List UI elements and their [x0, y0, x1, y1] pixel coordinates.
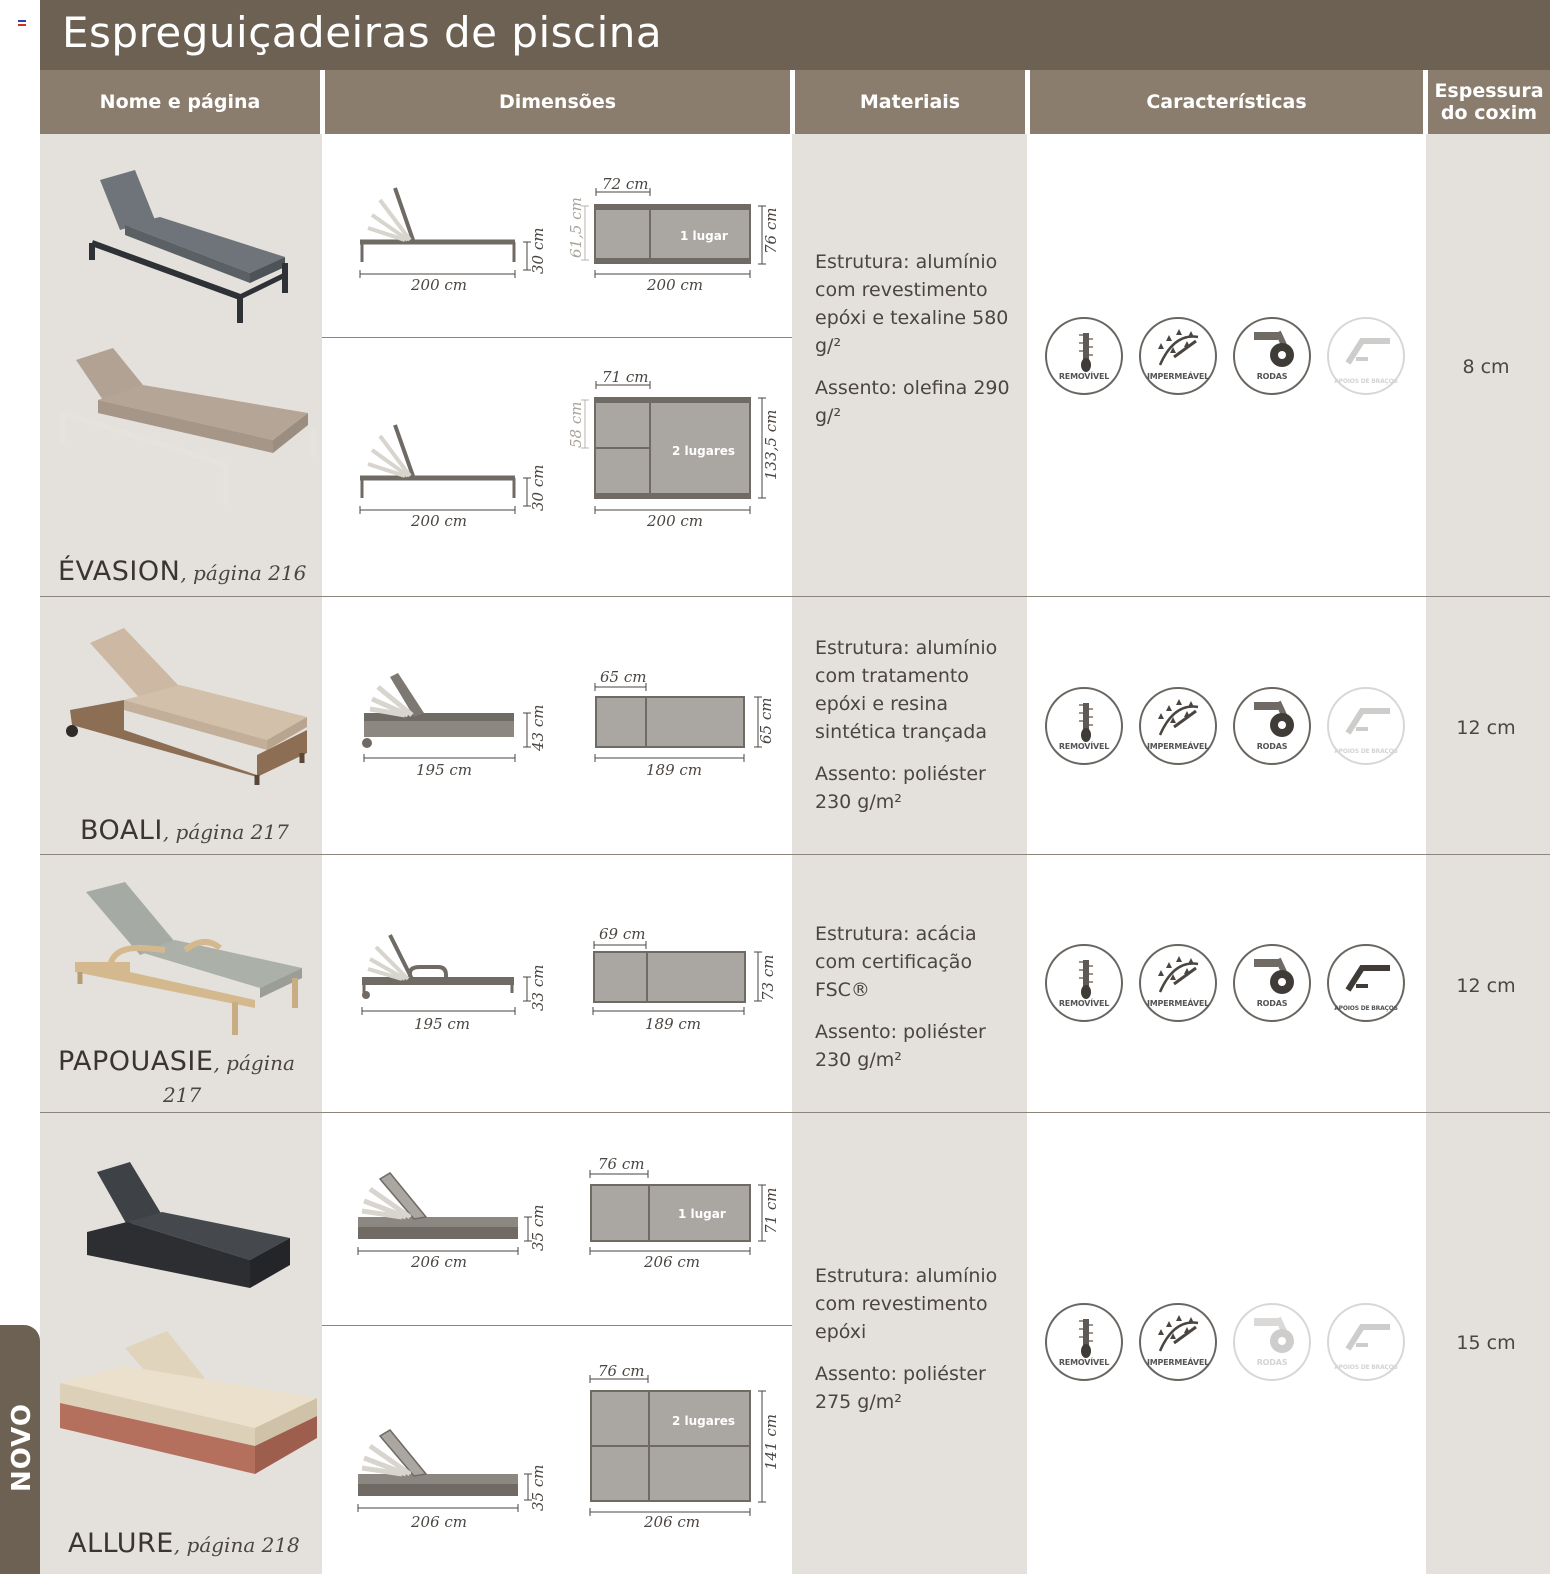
product-name: PAPOUASIE, página: [58, 1046, 295, 1077]
plan-length-label: 200 cm: [647, 512, 704, 530]
wheels-icon: [1233, 1303, 1311, 1381]
thickness-value: 12 cm: [1456, 717, 1516, 739]
variant-divider: [322, 337, 792, 338]
materials-structure: Estrutura: alumínio com revestimento epóxi: [815, 1265, 998, 1343]
waterproof-icon: [1139, 687, 1217, 765]
depth-label: 71 cm: [762, 1187, 780, 1234]
length-label: 206 cm: [411, 1253, 468, 1271]
waterproof-label: IMPERMEÁVEL: [1146, 372, 1210, 381]
plan-length-label: 189 cm: [645, 1015, 702, 1033]
product-name: ÉVASION, página 216: [58, 556, 307, 587]
materials-boali: [815, 634, 1020, 816]
removable-label: REMOVÍVEL: [1058, 999, 1110, 1008]
removable-icon: [1045, 687, 1123, 765]
armrests-label: APOIOS DE BRAÇOS: [1334, 378, 1398, 385]
height-label: 35 cm: [529, 1204, 547, 1251]
features-boali: [1045, 687, 1405, 765]
materials-structure: Estrutura: alumínio com tratamento epóxi e resina sintética trançada: [815, 637, 998, 743]
height-label: 35 cm: [529, 1464, 547, 1511]
header-thickness: Espessura do coxim: [1428, 70, 1550, 134]
seats-label: 2 lugares: [672, 444, 736, 458]
armrests-label: APOIOS DE BRAÇOS: [1334, 1364, 1398, 1371]
new-badge: NOVO: [0, 1325, 40, 1574]
variant-divider: [322, 1325, 792, 1326]
plan-length-label: 189 cm: [646, 761, 703, 779]
width-label: 71 cm: [602, 368, 649, 386]
product-page: , página 216: [180, 561, 307, 585]
page-title: Espreguiçadeiras de piscina: [62, 8, 663, 57]
row-divider: [40, 854, 1550, 855]
height-label: 33 cm: [529, 964, 547, 1011]
back-label: 58 cm: [567, 401, 585, 448]
removable-icon: [1045, 944, 1123, 1022]
wheels-label: RODAS: [1256, 1358, 1288, 1367]
features-papouasie: [1045, 944, 1405, 1022]
materials-papouasie: [815, 920, 1020, 1074]
depth-label: 73 cm: [759, 954, 777, 1001]
product-name: BOALI, página 217: [80, 815, 289, 846]
evasion-2-photo: [58, 345, 320, 510]
wheels-label: RODAS: [1256, 372, 1288, 381]
thickness-value: 12 cm: [1456, 975, 1516, 997]
materials-seat: Assento: poliéster 275 g/m²: [815, 1363, 986, 1413]
removable-icon: [1045, 317, 1123, 395]
title-bar: [40, 0, 1550, 70]
allure-2-dimensions: [350, 1360, 790, 1530]
product-page: , página: [213, 1051, 295, 1075]
plan-length-label: 206 cm: [644, 1253, 701, 1271]
features-evasion: [1045, 317, 1405, 395]
materials-seat: Assento: olefina 290 g/²: [815, 377, 1010, 427]
removable-label: REMOVÍVEL: [1058, 372, 1110, 381]
materials-evasion: [815, 248, 1020, 430]
armrests-icon: [1327, 1303, 1405, 1381]
header-dimensions: Dimensões: [325, 70, 790, 134]
seats-label: 2 lugares: [672, 1414, 736, 1428]
wheels-icon: [1233, 687, 1311, 765]
wheels-label: RODAS: [1256, 999, 1288, 1008]
wheels-icon: [1233, 317, 1311, 395]
back-label: 61,5 cm: [567, 197, 585, 258]
length-label: 206 cm: [411, 1513, 468, 1531]
allure-2-photo: [55, 1328, 323, 1476]
thickness-value: 15 cm: [1456, 1332, 1516, 1354]
header-materials: Materiais: [795, 70, 1025, 134]
waterproof-label: IMPERMEÁVEL: [1146, 999, 1210, 1008]
length-label: 195 cm: [416, 761, 473, 779]
depth-label: 65 cm: [757, 697, 775, 744]
materials-allure: [815, 1262, 1020, 1416]
length-label: 200 cm: [411, 512, 468, 530]
removable-icon: [1045, 1303, 1123, 1381]
waterproof-icon: [1139, 317, 1217, 395]
width-label: 69 cm: [599, 925, 646, 943]
removable-label: REMOVÍVEL: [1058, 742, 1110, 751]
length-label: 200 cm: [411, 276, 468, 294]
depth-label: 141 cm: [762, 1413, 780, 1470]
features-allure: [1045, 1303, 1405, 1381]
seats-label: 1 lugar: [678, 1207, 726, 1221]
waterproof-label: IMPERMEÁVEL: [1146, 742, 1210, 751]
seats-label: 1 lugar: [680, 229, 728, 243]
armrests-label: APOIOS DE BRAÇOS: [1334, 1005, 1398, 1012]
product-page: , página 218: [173, 1533, 300, 1557]
wheels-icon: [1233, 944, 1311, 1022]
row-divider: [40, 596, 1550, 597]
width-label: 65 cm: [600, 668, 647, 686]
length-label: 195 cm: [414, 1015, 471, 1033]
armrests-label: APOIOS DE BRAÇOS: [1334, 748, 1398, 755]
height-label: 30 cm: [529, 227, 547, 274]
height-label: 30 cm: [529, 464, 547, 511]
product-page-continued: 217: [163, 1083, 202, 1107]
waterproof-icon: [1139, 944, 1217, 1022]
armrests-icon: [1327, 944, 1405, 1022]
width-label: 76 cm: [598, 1155, 645, 1173]
materials-seat: Assento: poliéster 230 g/m²: [815, 1021, 986, 1071]
depth-label: 133,5 cm: [762, 409, 780, 480]
armrests-icon: [1327, 687, 1405, 765]
wheels-label: RODAS: [1256, 742, 1288, 751]
boali-photo: [62, 625, 312, 790]
depth-label: 76 cm: [762, 207, 780, 254]
thickness-value: 8 cm: [1462, 356, 1510, 378]
height-label: 43 cm: [529, 704, 547, 751]
materials-seat: Assento: poliéster 230 g/m²: [815, 763, 986, 813]
product-name: ALLURE, página 218: [68, 1528, 300, 1559]
evasion-1-photo: [80, 165, 300, 330]
header-features: Características: [1030, 70, 1423, 134]
row-divider: [40, 1112, 1550, 1113]
materials-structure: Estrutura: alumínio com revestimento epóxi e texaline 580 g/²: [815, 251, 1009, 357]
papouasie-photo: [70, 880, 310, 1040]
removable-label: REMOVÍVEL: [1058, 1358, 1110, 1367]
plan-length-label: 206 cm: [644, 1513, 701, 1531]
waterproof-icon: [1139, 1303, 1217, 1381]
width-label: 72 cm: [602, 175, 649, 193]
header-name-page: Nome e página: [40, 70, 320, 134]
plan-length-label: 200 cm: [647, 276, 704, 294]
width-label: 76 cm: [598, 1362, 645, 1380]
waterproof-label: IMPERMEÁVEL: [1146, 1358, 1210, 1367]
flag-icon: [18, 20, 26, 26]
allure-1-photo: [82, 1160, 297, 1295]
armrests-icon: [1327, 317, 1405, 395]
materials-structure: Estrutura: acácia com certificação FSC®: [815, 923, 977, 1001]
product-page: , página 217: [162, 820, 289, 844]
